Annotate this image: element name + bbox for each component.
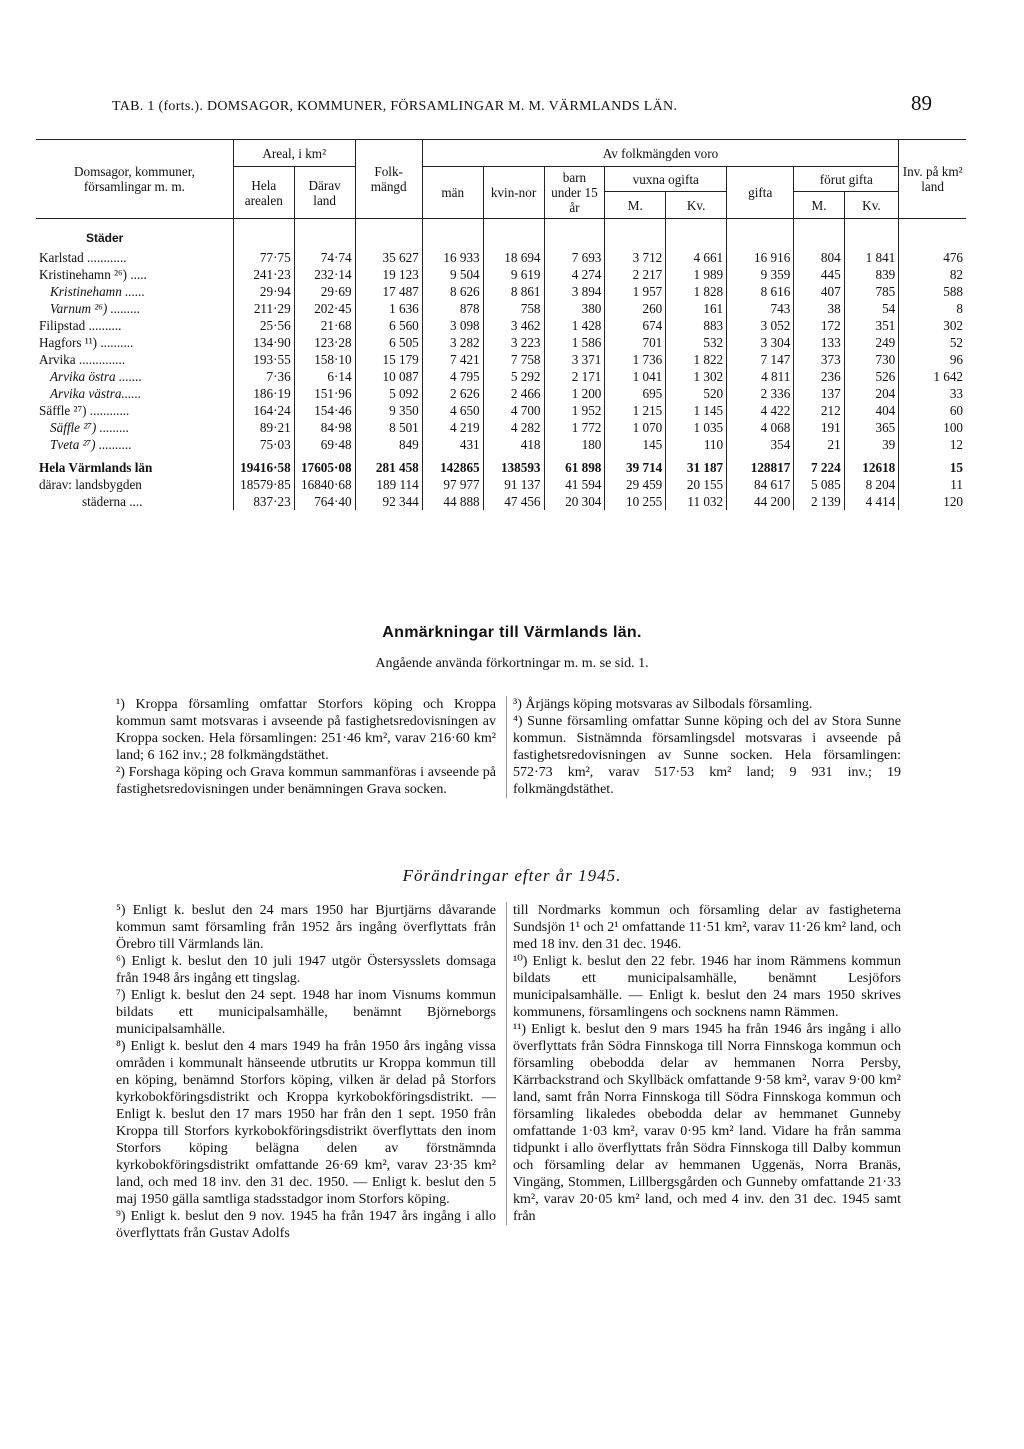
cell-value: 211·29 xyxy=(233,300,294,317)
cell-value: 743 xyxy=(727,300,794,317)
cell-value: 44 888 xyxy=(422,493,483,510)
cell-value: 2 171 xyxy=(544,368,605,385)
cell-value: 3 462 xyxy=(483,317,544,334)
statistics-table xyxy=(36,139,966,510)
cell-value: 20 304 xyxy=(544,493,605,510)
cell-value: 7 693 xyxy=(544,249,605,266)
cell-value: 158·10 xyxy=(294,351,355,368)
cell-value: 281 458 xyxy=(355,459,422,476)
row-label: Kristinehamn ²⁶) ..... xyxy=(39,267,147,282)
cell-value: 3 098 xyxy=(422,317,483,334)
row-label: Kristinehamn ...... xyxy=(50,284,145,299)
cell-value: 74·74 xyxy=(294,249,355,266)
annotations-title: Anmärkningar till Värmlands län. xyxy=(382,624,642,641)
table-row xyxy=(36,476,966,493)
cell-value: 4 414 xyxy=(844,493,899,510)
header-man: män xyxy=(422,167,483,219)
cell-value: 232·14 xyxy=(294,266,355,283)
cell-value: 41 594 xyxy=(544,476,605,493)
header-forut-kv: Kv. xyxy=(844,192,899,219)
cell-value: 4 795 xyxy=(422,368,483,385)
cell-value: 212 xyxy=(794,402,844,419)
row-label: därav: landsbygden xyxy=(39,477,142,492)
cell-value: 3 894 xyxy=(544,283,605,300)
cell-value: 701 xyxy=(605,334,666,351)
table-row xyxy=(36,493,966,510)
row-label: Hagfors ¹¹) .......... xyxy=(39,335,134,350)
cell-value: 77·75 xyxy=(233,249,294,266)
header-darav-land: Därav land xyxy=(294,167,355,219)
cell-value: 7·36 xyxy=(233,368,294,385)
cell-value: 2 139 xyxy=(794,493,844,510)
cell-value: 6 505 xyxy=(355,334,422,351)
cell-value: 20 155 xyxy=(666,476,727,493)
header-vuxna-m: M. xyxy=(605,192,666,219)
table-title: TAB. 1 (forts.). DOMSAGOR, KOMMUNER, FÖRSAMLINGAR M. M. VÄRMLANDS LÄN. xyxy=(112,99,678,114)
cell-value: 3 223 xyxy=(483,334,544,351)
cell-value: 674 xyxy=(605,317,666,334)
cell-value: 878 xyxy=(422,300,483,317)
cell-value: 236 xyxy=(794,368,844,385)
cell-value: 1 302 xyxy=(666,368,727,385)
changes-title: Förändringar efter år 1945. xyxy=(402,866,622,885)
cell-value: 9 350 xyxy=(355,402,422,419)
cell-value: 445 xyxy=(794,266,844,283)
cell-value: 404 xyxy=(844,402,899,419)
row-label: Varnum ²⁶) ......... xyxy=(50,301,141,316)
annotations-subtitle: Angående använda förkortningar m. m. se sid. 1. xyxy=(375,656,649,671)
cell-value: 82 xyxy=(899,266,966,283)
cell-value: 138593 xyxy=(483,459,544,476)
cell-value: 354 xyxy=(727,436,794,453)
cell-value: 1 041 xyxy=(605,368,666,385)
cell-value: 241·23 xyxy=(233,266,294,283)
note-4: ⁴) Sunne församling omfattar Sunne köping och del av Stora Sunne kommun. Sistnämnda församlingsdel motsvaras i avseende på fastighetsredovisningen av Sunne socken. Hela församlingen: 572·73 km², varav 517·53 km² land; 9 931 inv.; 19 folkmängdstäthet. xyxy=(513,714,901,797)
table-row xyxy=(36,459,966,476)
cell-value: 8 626 xyxy=(422,283,483,300)
cell-value: 1 989 xyxy=(666,266,727,283)
header-forut-m: M. xyxy=(794,192,844,219)
cell-value: 191 xyxy=(794,419,844,436)
header-kvinnor: kvin-nor xyxy=(483,167,544,219)
note-10: ¹⁰) Enligt k. beslut den 22 febr. 1946 har inom Rämmens kommun bildats ett municipalsamhälle, benämnt Lesjöfors municipalsamhälle. — Enligt k. beslut den 24 mars 1950 skrives kommunens, församlingens och socknens namn Rämmen. xyxy=(513,954,901,1020)
cell-value: 5 292 xyxy=(483,368,544,385)
header-gifta: gifta xyxy=(727,167,794,219)
cell-value: 5 092 xyxy=(355,385,422,402)
cell-value: 134·90 xyxy=(233,334,294,351)
cell-value: 39 714 xyxy=(605,459,666,476)
table-row xyxy=(36,436,966,453)
cell-value: 110 xyxy=(666,436,727,453)
cell-value: 145 xyxy=(605,436,666,453)
table-row xyxy=(36,402,966,419)
cell-value: 172 xyxy=(794,317,844,334)
table-row xyxy=(36,368,966,385)
cell-value: 61 898 xyxy=(544,459,605,476)
cell-value: 3 052 xyxy=(727,317,794,334)
cell-value: 4 700 xyxy=(483,402,544,419)
cell-value: 19 123 xyxy=(355,266,422,283)
header-folkmangd: Folk-mängd xyxy=(355,140,422,219)
cell-value: 161 xyxy=(666,300,727,317)
note-7: ⁷) Enligt k. beslut den 24 sept. 1948 har inom Visnums kommun bildats ett municipalsamhälle, benämnt Björneborgs municipalsamhälle. xyxy=(116,988,496,1037)
cell-value: 837·23 xyxy=(233,493,294,510)
cell-value: 17605·08 xyxy=(294,459,355,476)
cell-value: 47 456 xyxy=(483,493,544,510)
note-2: ²) Forshaga köping och Grava kommun sammanföras i avseende på fastighetsredovisningen under benämningen Grava socken. xyxy=(116,765,496,797)
cell-value: 2 336 xyxy=(727,385,794,402)
cell-value: 6 560 xyxy=(355,317,422,334)
cell-value: 21 xyxy=(794,436,844,453)
notes-left-1 xyxy=(116,696,496,798)
cell-value: 9 359 xyxy=(727,266,794,283)
note-11: ¹¹) Enligt k. beslut den 9 mars 1945 ha från 1946 års ingång i allo överflyttats från Södra Finnskoga till Norra Finnskoga kommun och församling obebodda delar av hemmanen Norra Persby, Kärrbackstrand och Skyllbäck omfattande 9·58 km², varav 9·00 km² land, samt från Norra Finnskoga till Södra Finnskoga kommun och församling likaledes obebodda delar av hemmanet Gunneby omfattande 1·03 km², varav 0·95 km² land. Vidare ha från samma tidpunkt i allo överflyttats från Södra Finnskoga till Dalby kommun och församling delar av hemmanen Uggenäs, Norra Branäs, Vingäng, Stommen, Lillbergsgården och Gunneby omfattande 21·33 km², varav 20·05 km² land, och med 4 inv. den 31 dec. 1945 samt från xyxy=(513,1022,901,1224)
row-label: Hela Värmlands län xyxy=(39,460,153,475)
cell-value: 373 xyxy=(794,351,844,368)
note-9-continued: till Nordmarks kommun och församling delar av fastigheterna Sundsjön 1¹ och 2¹ omfattande 11·51 km², varav 11·26 km² land, och med 18 inv. den 31 dec. 1946. xyxy=(513,903,901,952)
cell-value: 3 282 xyxy=(422,334,483,351)
cell-value: 1 636 xyxy=(355,300,422,317)
cell-value: 204 xyxy=(844,385,899,402)
table-row xyxy=(36,317,966,334)
row-label: Karlstad ............ xyxy=(39,250,127,265)
cell-value: 16 933 xyxy=(422,249,483,266)
cell-value: 365 xyxy=(844,419,899,436)
header-inv-per-km2: Inv. på km² land xyxy=(899,140,966,219)
cell-value: 123·28 xyxy=(294,334,355,351)
table-row xyxy=(36,266,966,283)
table-row xyxy=(36,351,966,368)
cell-value: 29 459 xyxy=(605,476,666,493)
cell-value: 1 145 xyxy=(666,402,727,419)
header-areal: Areal, i km² xyxy=(233,140,355,167)
row-label: Arvika östra ....... xyxy=(50,369,142,384)
table-row xyxy=(36,300,966,317)
cell-value: 75·03 xyxy=(233,436,294,453)
cell-value: 10 255 xyxy=(605,493,666,510)
cell-value: 21·68 xyxy=(294,317,355,334)
cell-value: 69·48 xyxy=(294,436,355,453)
cell-value: 33 xyxy=(899,385,966,402)
cell-value: 7 147 xyxy=(727,351,794,368)
header-vuxna-kv: Kv. xyxy=(666,192,727,219)
cell-value: 302 xyxy=(899,317,966,334)
cell-value: 193·55 xyxy=(233,351,294,368)
cell-value: 6·14 xyxy=(294,368,355,385)
cell-value: 2 626 xyxy=(422,385,483,402)
cell-value: 7 224 xyxy=(794,459,844,476)
cell-value: 1 200 xyxy=(544,385,605,402)
cell-value: 260 xyxy=(605,300,666,317)
cell-value: 839 xyxy=(844,266,899,283)
cell-value: 418 xyxy=(483,436,544,453)
cell-value: 764·40 xyxy=(294,493,355,510)
cell-value: 84 617 xyxy=(727,476,794,493)
table-row xyxy=(36,249,966,266)
cell-value: 1 642 xyxy=(899,368,966,385)
cell-value: 1 952 xyxy=(544,402,605,419)
cell-value: 8 616 xyxy=(727,283,794,300)
cell-value: 38 xyxy=(794,300,844,317)
notes-right-1 xyxy=(506,696,901,798)
note-3: ³) Årjängs köping motsvaras av Silbodals församling. xyxy=(513,697,813,712)
cell-value: 431 xyxy=(422,436,483,453)
cell-value: 2 217 xyxy=(605,266,666,283)
cell-value: 9 619 xyxy=(483,266,544,283)
cell-value: 11 032 xyxy=(666,493,727,510)
note-8: ⁸) Enligt k. beslut den 4 mars 1949 ha från 1950 års ingång vissa områden i kommunalt hänseende utbrutits ur Kroppa kommun till en köping, benämnd Storfors köping, vilken är delad på Storfors kyrkobokföringsdistrikt och Kroppa kyrkobokföringsdistrikt. — Enligt k. beslut den 17 mars 1950 har från den 1 sept. 1950 från Kroppa till Storfors kyrkobokföringsdistrikt överflyttats den inom Storfors köping belägna delen av förstnämnda kyrkobokföringsdistrikt omfattande 26·69 km², varav 23·35 km² land, och med 18 inv. den 31 dec. 1950. — Enligt k. beslut den 5 maj 1950 gälla samtliga stadsstadgor inom Storfors köping. xyxy=(116,1039,496,1207)
cell-value: 2 466 xyxy=(483,385,544,402)
cell-value: 16840·68 xyxy=(294,476,355,493)
cell-value: 84·98 xyxy=(294,419,355,436)
cell-value: 1 772 xyxy=(544,419,605,436)
note-1: ¹) Kroppa församling omfattar Storfors köping och Kroppa kommun samt motsvaras i avseende på fastighetsredovisningen av Kroppa socken. Hela församlingen: 251·46 km², varav 216·60 km² land; 6 162 inv.; 28 folkmängdstäthet. xyxy=(116,697,496,763)
cell-value: 1 070 xyxy=(605,419,666,436)
cell-value: 695 xyxy=(605,385,666,402)
cell-value: 17 487 xyxy=(355,283,422,300)
note-5: ⁵) Enligt k. beslut den 24 mars 1950 har Bjurtjärns dåvarande kommun samt församling från 1952 års ingång överflyttats från Örebro till Värmlands län. xyxy=(116,903,496,952)
row-label: Säffle ²⁷) ............ xyxy=(39,403,130,418)
cell-value: 4 661 xyxy=(666,249,727,266)
cell-value: 3 304 xyxy=(727,334,794,351)
cell-value: 1 828 xyxy=(666,283,727,300)
header-forut-gifta: förut gifta xyxy=(794,167,899,192)
cell-value: 4 219 xyxy=(422,419,483,436)
cell-value: 151·96 xyxy=(294,385,355,402)
row-label: Arvika västra...... xyxy=(50,386,142,401)
cell-value: 31 187 xyxy=(666,459,727,476)
cell-value: 4 422 xyxy=(727,402,794,419)
row-label: Säffle ²⁷) ......... xyxy=(50,420,130,435)
cell-value: 8 861 xyxy=(483,283,544,300)
cell-value: 5 085 xyxy=(794,476,844,493)
cell-value: 54 xyxy=(844,300,899,317)
table-head xyxy=(36,140,966,219)
cell-value: 7 758 xyxy=(483,351,544,368)
cell-value: 1 822 xyxy=(666,351,727,368)
page-number: 89 xyxy=(911,91,932,115)
cell-value: 142865 xyxy=(422,459,483,476)
cell-value: 19416·58 xyxy=(233,459,294,476)
note-9: ⁹) Enligt k. beslut den 9 nov. 1945 ha från 1947 års ingång i allo överflyttats från Gustav Adolfs xyxy=(116,1209,496,1241)
cell-value: 532 xyxy=(666,334,727,351)
cell-value: 16 916 xyxy=(727,249,794,266)
header-domsagor: Domsagor, kommuner, församlingar m. m. xyxy=(36,140,233,219)
header-hela-arealen: Hela arealen xyxy=(233,167,294,219)
cell-value: 8 204 xyxy=(844,476,899,493)
cell-value: 12618 xyxy=(844,459,899,476)
cell-value: 7 421 xyxy=(422,351,483,368)
header-barn: barn under 15 år xyxy=(544,167,605,219)
cell-value: 186·19 xyxy=(233,385,294,402)
cell-value: 10 087 xyxy=(355,368,422,385)
cell-value: 4 274 xyxy=(544,266,605,283)
cell-value: 1 586 xyxy=(544,334,605,351)
cell-value: 91 137 xyxy=(483,476,544,493)
cell-value: 15 xyxy=(899,459,966,476)
cell-value: 4 811 xyxy=(727,368,794,385)
cell-value: 29·69 xyxy=(294,283,355,300)
cell-value: 97 977 xyxy=(422,476,483,493)
cell-value: 1 841 xyxy=(844,249,899,266)
cell-value: 92 344 xyxy=(355,493,422,510)
cell-value: 18579·85 xyxy=(233,476,294,493)
cell-value: 137 xyxy=(794,385,844,402)
cell-value: 1 035 xyxy=(666,419,727,436)
cell-value: 8 xyxy=(899,300,966,317)
cell-value: 351 xyxy=(844,317,899,334)
notes-right-2 xyxy=(506,902,901,1225)
cell-value: 11 xyxy=(899,476,966,493)
cell-value: 15 179 xyxy=(355,351,422,368)
cell-value: 8 501 xyxy=(355,419,422,436)
cell-value: 1 957 xyxy=(605,283,666,300)
cell-value: 730 xyxy=(844,351,899,368)
cell-value: 476 xyxy=(899,249,966,266)
cell-value: 154·46 xyxy=(294,402,355,419)
cell-value: 3 712 xyxy=(605,249,666,266)
cell-value: 588 xyxy=(899,283,966,300)
cell-value: 29·94 xyxy=(233,283,294,300)
note-6: ⁶) Enligt k. beslut den 10 juli 1947 utgör Östersysslets domsaga från 1948 års ingång ett tingslag. xyxy=(116,954,496,986)
cell-value: 39 xyxy=(844,436,899,453)
row-label: Tveta ²⁷) .......... xyxy=(50,437,132,452)
table-body xyxy=(36,219,966,511)
cell-value: 60 xyxy=(899,402,966,419)
cell-value: 164·24 xyxy=(233,402,294,419)
cell-value: 249 xyxy=(844,334,899,351)
row-label: Arvika .............. xyxy=(39,352,126,367)
cell-value: 25·56 xyxy=(233,317,294,334)
cell-value: 1 736 xyxy=(605,351,666,368)
cell-value: 883 xyxy=(666,317,727,334)
cell-value: 1 428 xyxy=(544,317,605,334)
cell-value: 180 xyxy=(544,436,605,453)
cell-value: 849 xyxy=(355,436,422,453)
cell-value: 202·45 xyxy=(294,300,355,317)
cell-value: 12 xyxy=(899,436,966,453)
cell-value: 4 650 xyxy=(422,402,483,419)
cell-value: 526 xyxy=(844,368,899,385)
table-row xyxy=(36,334,966,351)
cell-value: 380 xyxy=(544,300,605,317)
header-av-folkmangden: Av folkmängden voro xyxy=(422,140,899,167)
cell-value: 4 282 xyxy=(483,419,544,436)
section-label: Städer xyxy=(86,231,124,245)
table-row xyxy=(36,385,966,402)
cell-value: 18 694 xyxy=(483,249,544,266)
header-vuxna-ogifta: vuxna ogifta xyxy=(605,167,727,192)
page-header xyxy=(112,91,932,119)
cell-value: 96 xyxy=(899,351,966,368)
cell-value: 100 xyxy=(899,419,966,436)
cell-value: 189 114 xyxy=(355,476,422,493)
cell-value: 3 371 xyxy=(544,351,605,368)
cell-value: 120 xyxy=(899,493,966,510)
cell-value: 89·21 xyxy=(233,419,294,436)
cell-value: 520 xyxy=(666,385,727,402)
cell-value: 44 200 xyxy=(727,493,794,510)
cell-value: 35 627 xyxy=(355,249,422,266)
table-row xyxy=(36,419,966,436)
cell-value: 133 xyxy=(794,334,844,351)
notes-left-2 xyxy=(116,902,496,1242)
cell-value: 804 xyxy=(794,249,844,266)
cell-value: 52 xyxy=(899,334,966,351)
cell-value: 128817 xyxy=(727,459,794,476)
cell-value: 4 068 xyxy=(727,419,794,436)
cell-value: 407 xyxy=(794,283,844,300)
cell-value: 785 xyxy=(844,283,899,300)
row-label: Filipstad .......... xyxy=(39,318,122,333)
table-row xyxy=(36,283,966,300)
cell-value: 758 xyxy=(483,300,544,317)
cell-value: 1 215 xyxy=(605,402,666,419)
cell-value: 9 504 xyxy=(422,266,483,283)
row-label: städerna .... xyxy=(82,494,143,509)
